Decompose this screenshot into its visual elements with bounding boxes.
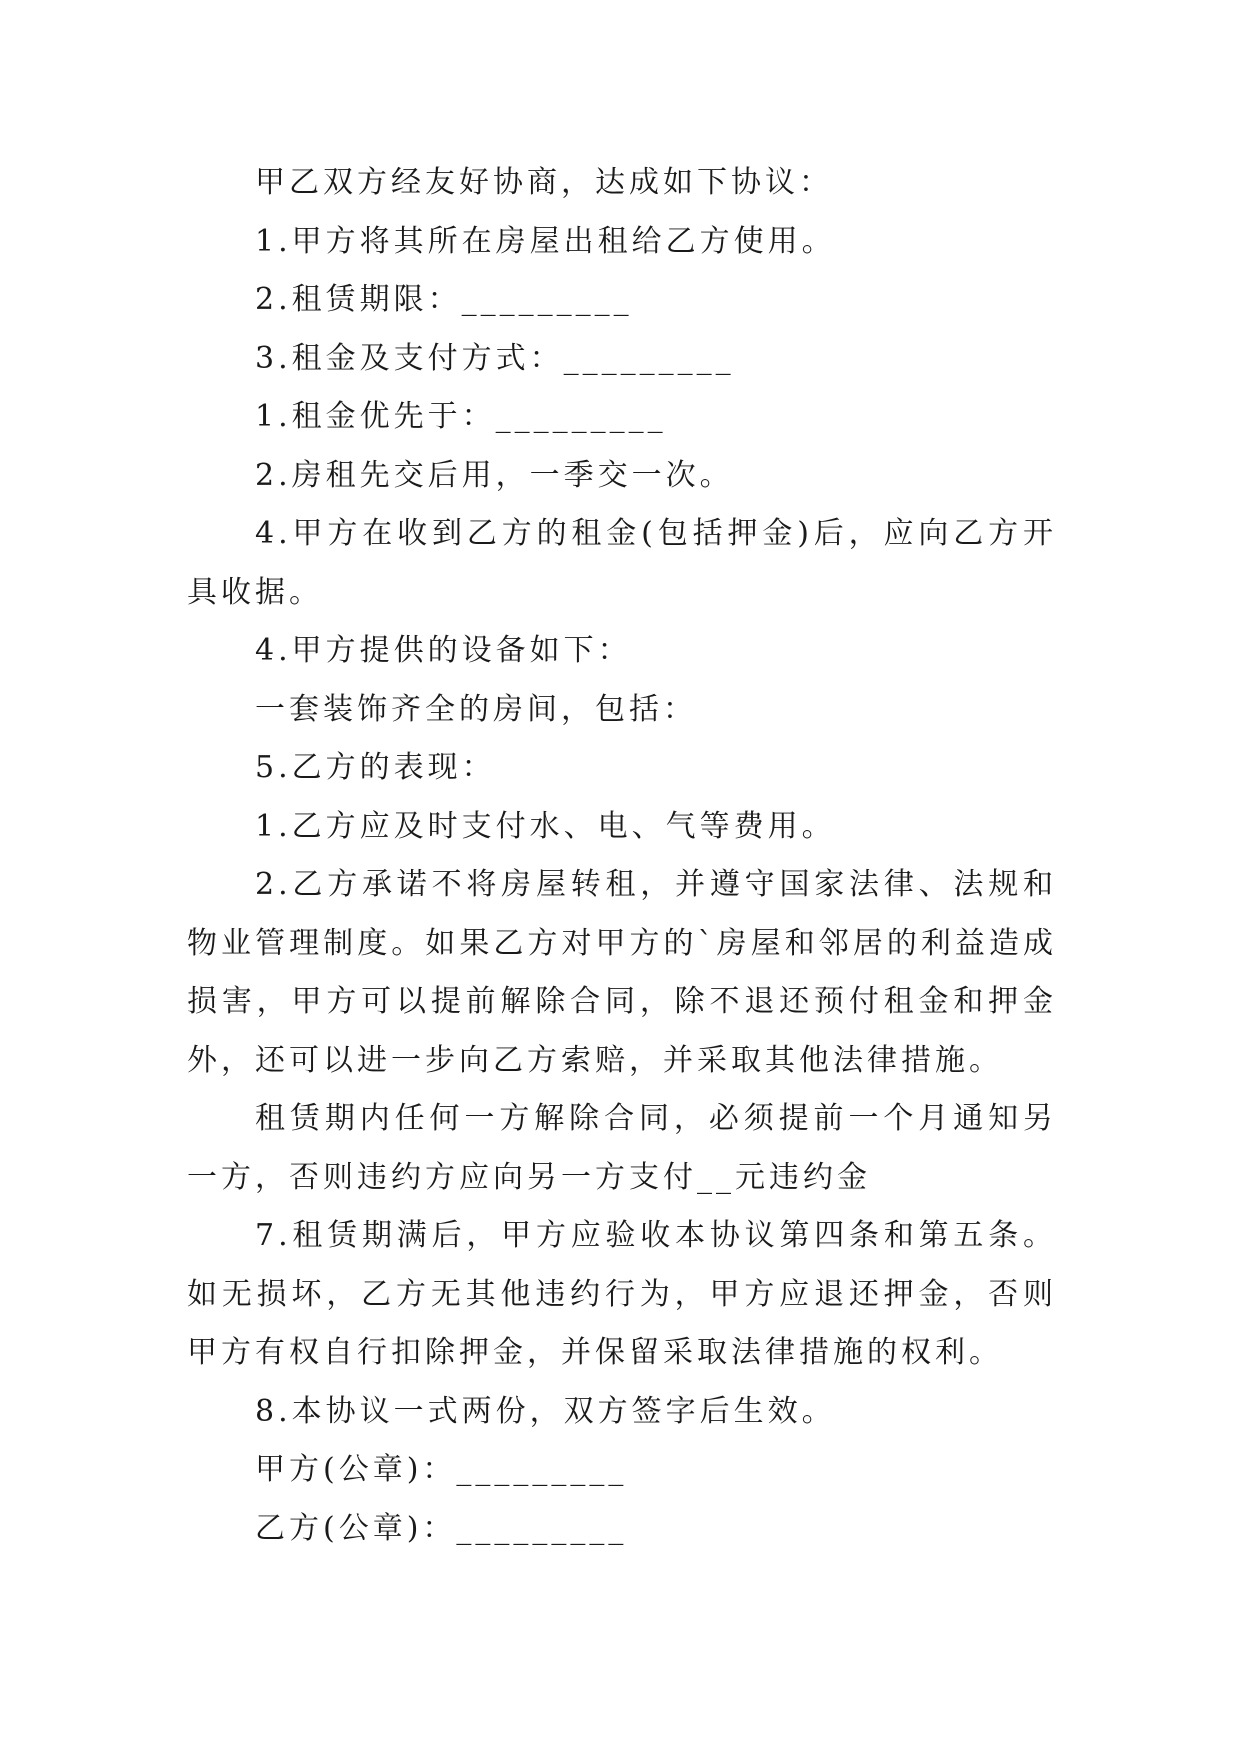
party-a-signature-line: 甲方(公章)：_________ — [255, 1452, 628, 1487]
document-body — [187, 154, 1057, 1558]
party-b-duties-heading: 5.乙方的表现： — [255, 750, 496, 785]
copies-paragraph: 8.本协议一式两份，双方签字后生效。 — [255, 1393, 836, 1429]
receipt-paragraph: 4.甲方在收到乙方的租金(包括押金)后，应向乙方开具收据。 — [187, 516, 1057, 610]
utilities-paragraph: 1.乙方应及时支付水、电、气等费用。 — [255, 808, 836, 844]
termination-paragraph: 租赁期内任何一方解除合同，必须提前一个月通知另一方，否则违约方应向另一方支付__元违约金 — [187, 1101, 1057, 1195]
lease-term-paragraph: 2.租赁期限：_________ — [255, 282, 633, 317]
rent-payment-paragraph: 3.租金及支付方式：_________ — [255, 340, 735, 376]
expiry-paragraph: 7.租赁期满后，甲方应验收本协议第四条和第五条。如无损坏，乙方无其他违约行为，甲方应退还押金，否则甲方有权自行扣除押金，并保留采取法律措施的权利。 — [187, 1218, 1057, 1370]
clause-1-paragraph: 1.甲方将其所在房屋出租给乙方使用。 — [255, 223, 836, 259]
room-paragraph: 一套装饰齐全的房间，包括： — [255, 691, 697, 727]
rent-schedule-paragraph: 2.房租先交后用，一季交一次。 — [255, 457, 734, 493]
sublease-paragraph: 2.乙方承诺不将房屋转租，并遵守国家法律、法规和物业管理制度。如果乙方对甲方的`房屋和邻居的利益造成损害，甲方可以提前解除合同，除不退还预付租金和押金外，还可以进一步向乙方索赔，并采取其他法律措施。 — [187, 867, 1057, 1078]
party-b-signature-line: 乙方(公章)：_________ — [255, 1510, 628, 1546]
equipment-paragraph: 4.甲方提供的设备如下： — [255, 633, 632, 668]
intro-paragraph: 甲乙双方经友好协商，达成如下协议： — [255, 165, 833, 200]
rent-priority-paragraph: 1.租金优先于：_________ — [255, 399, 667, 434]
